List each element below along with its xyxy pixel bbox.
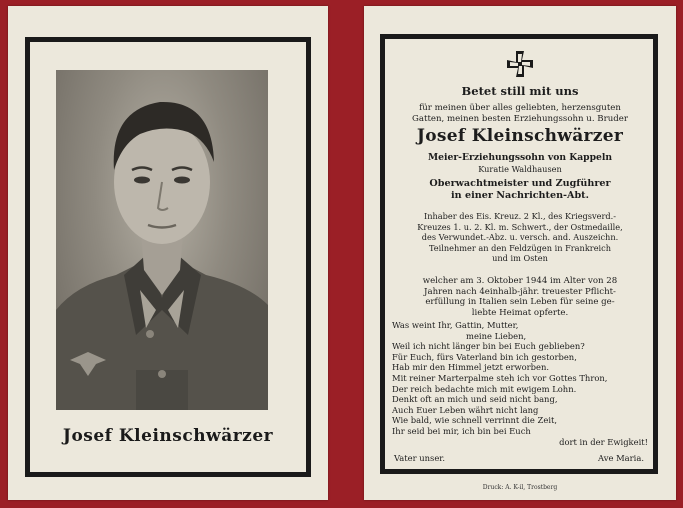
intro-line: für meinen über alles geliebten, herzensguten bbox=[419, 103, 621, 113]
rank-line: Oberwachtmeister und Zugführer bbox=[429, 178, 611, 189]
death-text bbox=[386, 276, 654, 318]
death-line: welcher am 3. Oktober 1944 im Alter von 28 bbox=[422, 276, 618, 286]
poem-line: meine Lieben, bbox=[466, 330, 527, 341]
memorial-text-card bbox=[364, 6, 676, 500]
intro-line: Gatten, meinen besten Erziehungssohn u. Bruder bbox=[412, 114, 628, 124]
portrait-card bbox=[8, 6, 328, 500]
portrait-illustration bbox=[56, 70, 268, 410]
poem-line: Mit reiner Marterpalme steh ich vor Gottes Thron, bbox=[392, 372, 608, 383]
prayer-right: Ave Maria. bbox=[598, 453, 644, 463]
poem-line: Für Euch, fürs Vaterland bin ich gestorben, bbox=[392, 351, 577, 362]
printer-imprint: Druck: A. K-il, Trostberg bbox=[482, 484, 558, 491]
rank-line: in einer Nachrichten-Abt. bbox=[451, 190, 589, 201]
decorations-line: Inhaber des Eis. Kreuz. 2 Kl., des Kriegsverd.- bbox=[423, 211, 616, 221]
intro-text bbox=[386, 103, 654, 125]
decorations-line: Kreuzes 1. u. 2. Kl. m. Schwert., der Ostmedaille, bbox=[417, 221, 623, 232]
poem-line: Denkt oft an mich und seid nicht bang, bbox=[392, 394, 558, 405]
rank-text bbox=[386, 178, 654, 202]
origin-text: Meier-Erziehungssohn von Kappeln bbox=[427, 152, 613, 163]
decorations-text bbox=[386, 211, 654, 264]
death-line: erfüllung in Italien sein Leben für seine ge- bbox=[425, 297, 615, 307]
deceased-name: Josef Kleinschwärzer bbox=[416, 126, 624, 146]
prayer-left: Vater unser. bbox=[394, 453, 446, 463]
poem-line: Hab mir den Himmel jetzt erworben. bbox=[392, 362, 550, 373]
parish-text: Kuratie Waldhausen bbox=[478, 164, 562, 174]
header-text: Betet still mit uns bbox=[461, 84, 579, 98]
decorations-line: Teilnehmer an den Feldzügen in Frankreich bbox=[428, 242, 612, 253]
poem-line: Was weint Ihr, Gattin, Mutter, bbox=[392, 320, 519, 330]
death-line: Jahren nach 4einhalb-jähr. treuester Pflicht- bbox=[424, 286, 616, 297]
decorations-line: des Verwundet.-Abz. u. versch. and. Auszeichn. bbox=[421, 232, 619, 242]
poem-line: Auch Euer Leben währt nicht lang bbox=[392, 404, 539, 415]
soldier-portrait-photo bbox=[56, 70, 268, 410]
poem-line: Der reich bedachte mich mit ewigem Lohn. bbox=[392, 383, 577, 394]
poem-line: Weil ich nicht länger bin bei Euch geblieben? bbox=[392, 341, 585, 352]
death-line: liebte Heimat opferte. bbox=[471, 307, 569, 318]
iron-cross-icon bbox=[507, 51, 533, 77]
poem-line: Wie bald, wie schnell verrinnt die Zeit, bbox=[392, 415, 558, 426]
decorations-line: und im Osten bbox=[492, 253, 548, 263]
poem-line: Ihr seid bei mir, ich bin bei Euch bbox=[392, 425, 531, 436]
deceased-name-caption: Josef Kleinschwärzer bbox=[62, 426, 274, 446]
memorial-poem bbox=[392, 320, 648, 447]
poem-line: dort in der Ewigkeit! bbox=[559, 436, 648, 447]
